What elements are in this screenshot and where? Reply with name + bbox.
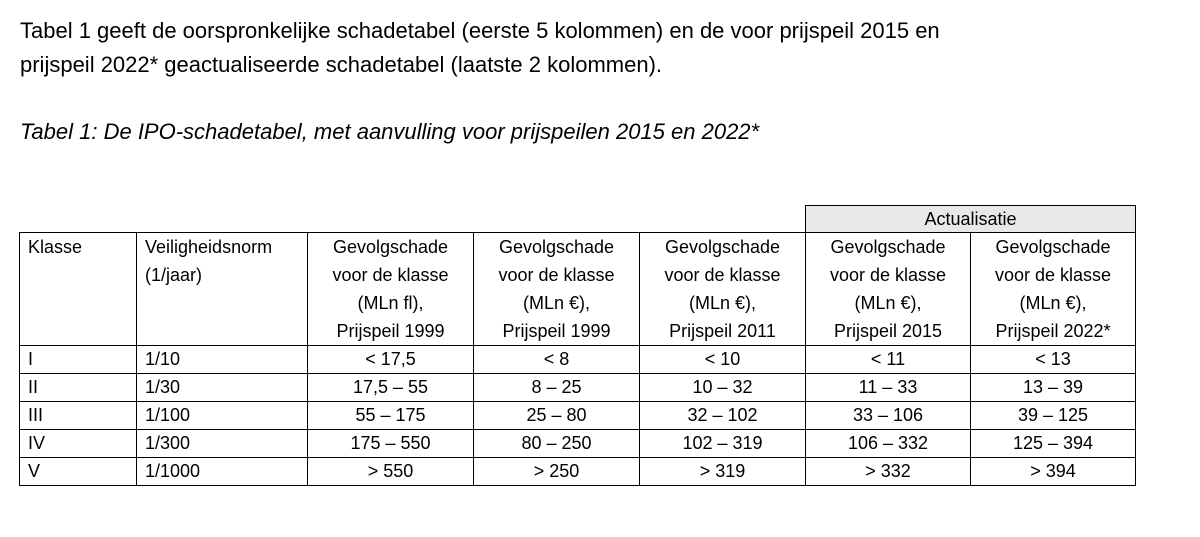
header-line: Prijspeil 1999	[336, 321, 445, 341]
header-line: voor de klasse	[498, 265, 615, 285]
header-klasse	[20, 233, 137, 346]
table-row	[20, 458, 1136, 486]
cell-eur-2011: 102 – 319	[640, 430, 806, 458]
cell-klasse: V	[20, 458, 137, 486]
cell-eur-2011: < 10	[640, 346, 806, 374]
header-line: Prijspeil 2022*	[995, 321, 1111, 341]
header-line: Gevolgschade	[498, 237, 615, 257]
cell-fl-1999: 175 – 550	[308, 430, 474, 458]
header-line: Klasse	[28, 237, 83, 257]
cell-eur-2015: 33 – 106	[806, 402, 971, 430]
table-row	[20, 374, 1136, 402]
group-header-actualisatie: Actualisatie	[806, 206, 1136, 233]
table-row	[20, 346, 1136, 374]
cell-eur-2015: 11 – 33	[806, 374, 971, 402]
cell-veiligheidsnorm: 1/100	[137, 402, 308, 430]
header-gevolgschade-fl-1999	[308, 233, 474, 346]
intro-line-1: Tabel 1 geeft de oorspronkelijke schadetabel (eerste 5 kolommen) en de voor prijspeil 2015 en	[20, 18, 940, 43]
cell-eur-2022: 13 – 39	[971, 374, 1136, 402]
schade-table	[19, 205, 1136, 486]
cell-eur-1999: 8 – 25	[474, 374, 640, 402]
cell-eur-1999: < 8	[474, 346, 640, 374]
header-line: (MLn fl),	[357, 293, 424, 313]
intro-paragraph	[20, 14, 1170, 82]
cell-eur-2015: > 332	[806, 458, 971, 486]
cell-eur-2011: 32 – 102	[640, 402, 806, 430]
header-gevolgschade-eur-2022	[971, 233, 1136, 346]
cell-eur-2022: > 394	[971, 458, 1136, 486]
header-line: Gevolgschade	[830, 237, 946, 257]
table-row	[20, 402, 1136, 430]
cell-eur-2022: < 13	[971, 346, 1136, 374]
cell-klasse: III	[20, 402, 137, 430]
cell-veiligheidsnorm: 1/300	[137, 430, 308, 458]
group-header-row	[20, 206, 1136, 233]
cell-eur-1999: 80 – 250	[474, 430, 640, 458]
cell-fl-1999: 55 – 175	[308, 402, 474, 430]
header-line: voor de klasse	[332, 265, 449, 285]
intro-line-2: prijspeil 2022* geactualiseerde schadetabel (laatste 2 kolommen).	[20, 52, 663, 77]
header-line: (MLn €),	[522, 293, 591, 313]
header-line: (MLn €),	[1019, 293, 1087, 313]
cell-eur-2011: 10 – 32	[640, 374, 806, 402]
cell-klasse: II	[20, 374, 137, 402]
cell-fl-1999: > 550	[308, 458, 474, 486]
cell-fl-1999: 17,5 – 55	[308, 374, 474, 402]
cell-veiligheidsnorm: 1/30	[137, 374, 308, 402]
header-line: Gevolgschade	[995, 237, 1111, 257]
cell-eur-1999: 25 – 80	[474, 402, 640, 430]
header-line: voor de klasse	[664, 265, 781, 285]
header-line: voor de klasse	[994, 265, 1112, 285]
header-line: (MLn €),	[688, 293, 757, 313]
header-line: (1/jaar)	[145, 265, 203, 285]
table-caption: Tabel 1: De IPO-schadetabel, met aanvulling voor prijspeilen 2015 en 2022*	[20, 119, 760, 144]
cell-eur-1999: > 250	[474, 458, 640, 486]
header-line: Veiligheidsnorm	[145, 237, 273, 257]
cell-eur-2022: 125 – 394	[971, 430, 1136, 458]
header-line: voor de klasse	[829, 265, 947, 285]
cell-fl-1999: < 17,5	[308, 346, 474, 374]
cell-klasse: IV	[20, 430, 137, 458]
cell-eur-2011: > 319	[640, 458, 806, 486]
column-header-row	[20, 233, 1136, 346]
header-line: Prijspeil 1999	[502, 321, 611, 341]
header-gevolgschade-eur-2015	[806, 233, 971, 346]
header-line: (MLn €),	[854, 293, 922, 313]
header-line: Prijspeil 2011	[669, 321, 776, 341]
group-header-spacer	[20, 206, 806, 233]
cell-eur-2022: 39 – 125	[971, 402, 1136, 430]
header-line: Gevolgschade	[332, 237, 449, 257]
cell-veiligheidsnorm: 1/1000	[137, 458, 308, 486]
cell-klasse: I	[20, 346, 137, 374]
header-line: Prijspeil 2015	[833, 321, 943, 341]
cell-veiligheidsnorm: 1/10	[137, 346, 308, 374]
header-gevolgschade-eur-1999	[474, 233, 640, 346]
table-row	[20, 430, 1136, 458]
cell-eur-2015: < 11	[806, 346, 971, 374]
cell-eur-2015: 106 – 332	[806, 430, 971, 458]
header-veiligheidsnorm	[137, 233, 308, 346]
header-gevolgschade-eur-2011	[640, 233, 806, 346]
header-line: Gevolgschade	[664, 237, 781, 257]
